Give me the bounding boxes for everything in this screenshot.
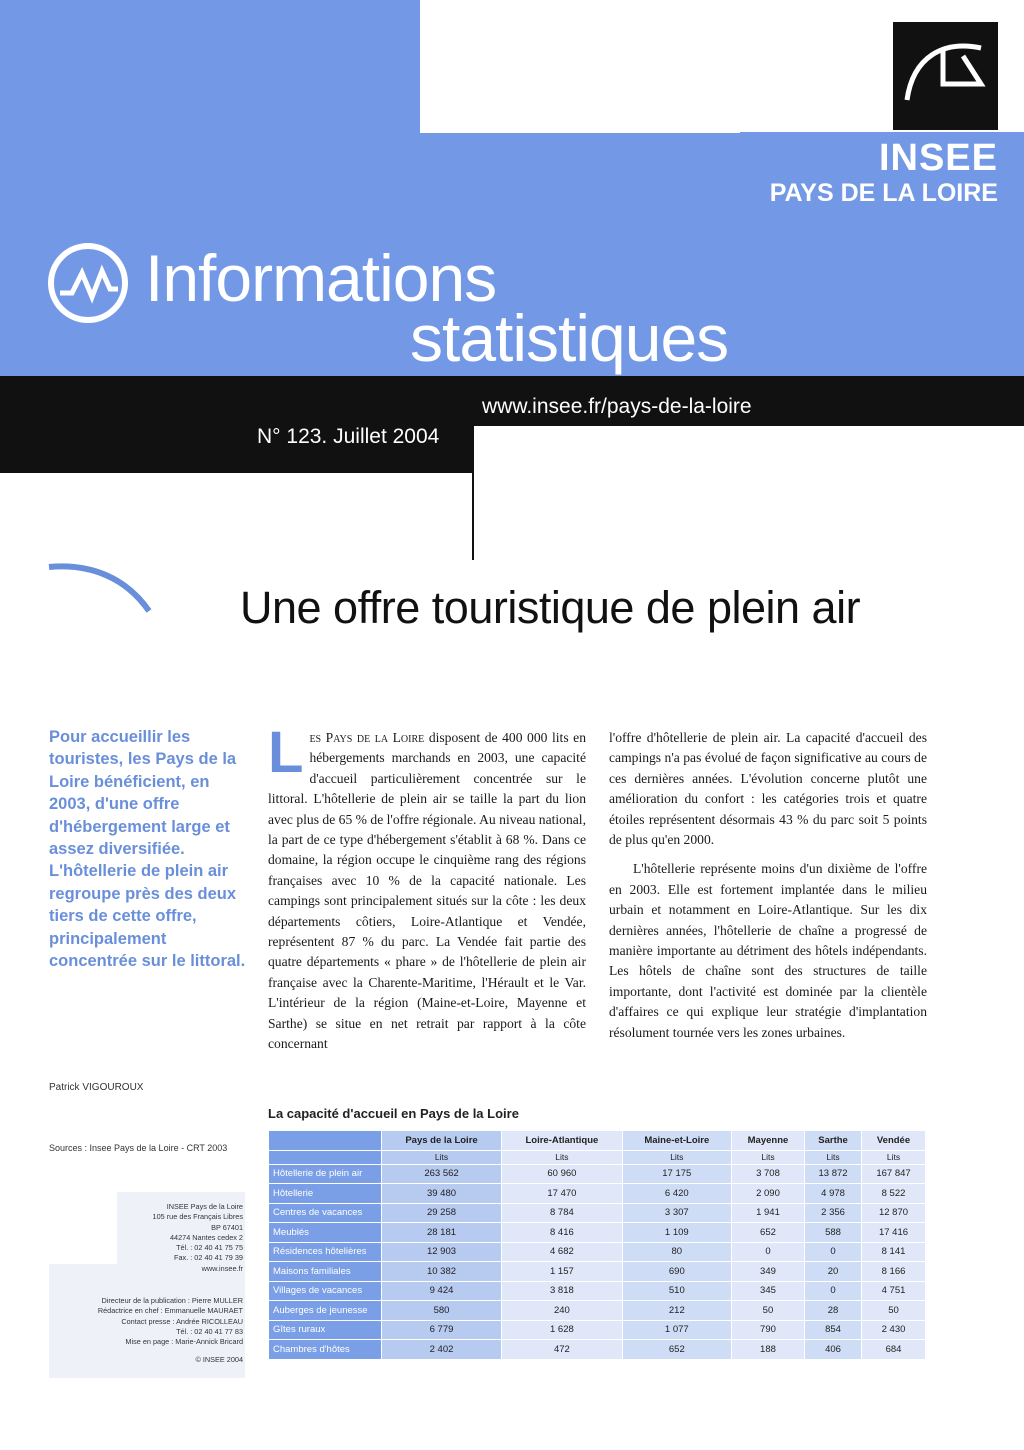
arc-icon xyxy=(47,557,157,617)
table-cell: 17 175 xyxy=(622,1164,731,1184)
table-cell: 39 480 xyxy=(382,1184,502,1204)
table-cell: 652 xyxy=(731,1223,804,1243)
article-author: Patrick VIGOUROUX xyxy=(49,1082,144,1093)
table-cell: 17 470 xyxy=(502,1184,623,1204)
column-header: Sarthe xyxy=(805,1131,862,1151)
row-label: Centres de vacances xyxy=(269,1203,382,1223)
table-cell: 263 562 xyxy=(382,1164,502,1184)
table-row xyxy=(269,1203,926,1223)
decorative-arc xyxy=(47,557,157,622)
article-sources: Sources : Insee Pays de la Loire - CRT 2003 xyxy=(49,1143,228,1153)
table-cell: 684 xyxy=(862,1340,926,1360)
article-smallcaps: es Pays de la Loire xyxy=(309,730,425,745)
table-row xyxy=(269,1262,926,1282)
article-paragraph-3: L'hôtellerie représente moins d'un dixième de l'offre en 2003. Elle est fortement implantée dans le milieu urbain et notamment en Loire-Atlantique. Sur les dix dernières années, l'hôtellerie de chaîne a progressé de manière importante au détriment des hôtels indépendants. Les hôtels de chaîne sont des structures de taille importante, dont l'activité est dominée par la clientèle d'affaires ce qui explique leur stratégie d'implantation résolument tournée vers les zones urbaines. xyxy=(609,861,927,1040)
table-cell: 2 356 xyxy=(805,1203,862,1223)
table-cell: 9 424 xyxy=(382,1281,502,1301)
issue-number: N° 123. Juillet 2004 xyxy=(257,425,440,448)
contact-line: 44274 Nantes cedex 2 xyxy=(169,1232,243,1242)
insee-logo xyxy=(893,22,998,130)
table-cell: 652 xyxy=(622,1340,731,1360)
staff-line: Rédactrice en chef : Emmanuelle MAURAET xyxy=(97,1306,243,1316)
table-cell: 790 xyxy=(731,1320,804,1340)
table-cell: 167 847 xyxy=(862,1164,926,1184)
contact-line: BP 67401 xyxy=(211,1222,243,1232)
table-cell: 3 818 xyxy=(502,1281,623,1301)
table-cell: 4 682 xyxy=(502,1242,623,1262)
table-cell: 188 xyxy=(731,1340,804,1360)
drop-cap: L xyxy=(268,720,304,785)
table-cell: 0 xyxy=(805,1242,862,1262)
table-row xyxy=(269,1340,926,1360)
table-cell: 12 903 xyxy=(382,1242,502,1262)
table-header-row xyxy=(269,1131,926,1151)
insee-name: INSEE xyxy=(878,137,998,179)
table-cell: 8 416 xyxy=(502,1223,623,1243)
unit-cell: Lits xyxy=(502,1150,623,1164)
column-header: Pays de la Loire xyxy=(382,1131,502,1151)
table-cell: 406 xyxy=(805,1340,862,1360)
table-cell: 8 522 xyxy=(862,1184,926,1204)
table-unit-row xyxy=(269,1150,926,1164)
row-label: Chambres d'hôtes xyxy=(269,1340,382,1360)
unit-cell: Lits xyxy=(382,1150,502,1164)
table-cell: 6 779 xyxy=(382,1320,502,1340)
article-paragraph-2: l'offre d'hôtellerie de plein air. La capacité d'accueil des campings n'a pas évolué de façon significative au cours de ces dernières années. L'évolution concerne plutôt une amélioration du confort : les catégories trois et quatre étoiles représentent désormais 43 % du parc soit 5 points de plus qu'en 2000. xyxy=(609,730,927,848)
row-label: Maisons familiales xyxy=(269,1262,382,1282)
table-corner xyxy=(269,1131,382,1151)
table-cell: 2 402 xyxy=(382,1340,502,1360)
row-label: Villages de vacances xyxy=(269,1281,382,1301)
table-cell: 588 xyxy=(805,1223,862,1243)
table-cell: 510 xyxy=(622,1281,731,1301)
table-cell: 240 xyxy=(502,1301,623,1321)
article-column-1 xyxy=(268,720,586,1055)
staff-line: Directeur de la publication : Pierre MULLER xyxy=(101,1296,243,1305)
table-cell: 2 090 xyxy=(731,1184,804,1204)
table-cell: 1 109 xyxy=(622,1223,731,1243)
table-cell: 8 141 xyxy=(862,1242,926,1262)
table-cell: 349 xyxy=(731,1262,804,1282)
table-cell: 60 960 xyxy=(502,1164,623,1184)
series-logo xyxy=(46,241,130,330)
article-title: Une offre touristique de plein air xyxy=(240,582,861,633)
table-cell: 29 258 xyxy=(382,1203,502,1223)
contact-line: Fax. : 02 40 41 79 39 xyxy=(174,1253,243,1263)
table-cell: 0 xyxy=(731,1242,804,1262)
table-cell: 28 xyxy=(805,1301,862,1321)
staff-line: Mise en page : Marie-Annick Bricard xyxy=(125,1337,243,1347)
table-cell: 12 870 xyxy=(862,1203,926,1223)
unit-corner xyxy=(269,1150,382,1164)
table-cell: 20 xyxy=(805,1262,862,1282)
contact-line: INSEE Pays de la Loire xyxy=(166,1202,243,1211)
table-row xyxy=(269,1184,926,1204)
capacity-table xyxy=(268,1130,926,1360)
unit-cell: Lits xyxy=(731,1150,804,1164)
staff-line: Tél. : 02 40 41 77 83 xyxy=(176,1326,243,1336)
table-cell: 690 xyxy=(622,1262,731,1282)
table-cell: 13 872 xyxy=(805,1164,862,1184)
series-title-line1: Informations xyxy=(145,241,497,315)
table-cell: 80 xyxy=(622,1242,731,1262)
table-cell: 2 430 xyxy=(862,1320,926,1340)
row-label: Auberges de jeunesse xyxy=(269,1301,382,1321)
row-label: Hôtellerie de plein air xyxy=(269,1164,382,1184)
column-header: Loire-Atlantique xyxy=(502,1131,623,1151)
insee-region: PAYS DE LA LOIRE xyxy=(769,179,998,207)
table-row xyxy=(269,1281,926,1301)
row-label: Gîtes ruraux xyxy=(269,1320,382,1340)
table-cell: 28 181 xyxy=(382,1223,502,1243)
staff-line: Contact presse : Andrée RICOLLEAU xyxy=(121,1316,243,1326)
unit-cell: Lits xyxy=(862,1150,926,1164)
table-cell: 1 157 xyxy=(502,1262,623,1282)
column-header: Mayenne xyxy=(731,1131,804,1151)
article-text-1: disposent de 400 000 lits en hébergements marchands en 2003, une capacité d'accueil particulièrement concentrée sur le littoral. L'hôtellerie de plein air se taille la part du lion avec plus de 65 % de l'offre régionale. Au niveau national, la part de ce type d'hébergement s'établit à 68 %. Dans ce domaine, la région occupe le cinquième rang des régions françaises avec 10 % de la capacité nationale. Les campings sont principalement situés sur la côte : les deux départements côtiers, Loire-Atlantique et Vendée, représentent 87 % du parc. La Vendée fait partie des quatre départements « phare » de l'hôtellerie de plein air française avec la Charente-Maritime, l'Hérault et le Var. L'intérieur de la région (Maine-et-Loire, Mayenne et Sarthe) se situe en net retrait par rapport à la côte concernant xyxy=(268,730,586,1052)
table-row xyxy=(269,1223,926,1243)
table-cell: 4 751 xyxy=(862,1281,926,1301)
table-cell: 854 xyxy=(805,1320,862,1340)
insee-logo-icon xyxy=(893,22,998,130)
table-row xyxy=(269,1320,926,1340)
site-url[interactable]: www.insee.fr/pays-de-la-loire xyxy=(482,395,752,418)
article-column-2 xyxy=(609,728,927,1043)
table-cell: 50 xyxy=(862,1301,926,1321)
pulse-circle-icon xyxy=(46,241,130,325)
article-lead: Pour accueillir les touristes, les Pays de la Loire bénéficient, en 2003, d'une offre d'hébergement large et assez diversifiée. L'hôtellerie de plein air regroupe près des deux tiers de cette offre, principalement concentrée sur le littoral. xyxy=(49,728,246,971)
table-cell: 17 416 xyxy=(862,1223,926,1243)
unit-cell: Lits xyxy=(805,1150,862,1164)
series-title-line2: statistiques xyxy=(410,301,729,375)
copyright: © INSEE 2004 xyxy=(195,1355,243,1365)
table-cell: 3 708 xyxy=(731,1164,804,1184)
table-cell: 580 xyxy=(382,1301,502,1321)
table-cell: 345 xyxy=(731,1281,804,1301)
table-cell: 8 166 xyxy=(862,1262,926,1282)
table-cell: 3 307 xyxy=(622,1203,731,1223)
table-cell: 0 xyxy=(805,1281,862,1301)
header-divider xyxy=(472,425,474,560)
contact-line: 105 rue des Français Libres xyxy=(152,1212,243,1222)
table-cell: 472 xyxy=(502,1340,623,1360)
table-cell: 8 784 xyxy=(502,1203,623,1223)
contact-staff xyxy=(49,1296,243,1366)
table-row xyxy=(269,1242,926,1262)
table-cell: 10 382 xyxy=(382,1262,502,1282)
contact-website[interactable]: www.insee.fr xyxy=(201,1263,243,1273)
article-paragraph-1 xyxy=(268,720,586,1055)
table-cell: 50 xyxy=(731,1301,804,1321)
table-cell: 1 077 xyxy=(622,1320,731,1340)
row-label: Meublés xyxy=(269,1223,382,1243)
table-cell: 4 978 xyxy=(805,1184,862,1204)
table-row xyxy=(269,1301,926,1321)
insee-brand xyxy=(760,138,998,208)
table-cell: 1 941 xyxy=(731,1203,804,1223)
unit-cell: Lits xyxy=(622,1150,731,1164)
table-row xyxy=(269,1164,926,1184)
row-label: Hôtellerie xyxy=(269,1184,382,1204)
table-cell: 1 628 xyxy=(502,1320,623,1340)
contact-line: Tél. : 02 40 41 75 75 xyxy=(176,1243,243,1253)
row-label: Résidences hôtelières xyxy=(269,1242,382,1262)
table-cell: 6 420 xyxy=(622,1184,731,1204)
column-header: Vendée xyxy=(862,1131,926,1151)
table-cell: 212 xyxy=(622,1301,731,1321)
table-title: La capacité d'accueil en Pays de la Loire xyxy=(268,1106,519,1121)
column-header: Maine-et-Loire xyxy=(622,1131,731,1151)
